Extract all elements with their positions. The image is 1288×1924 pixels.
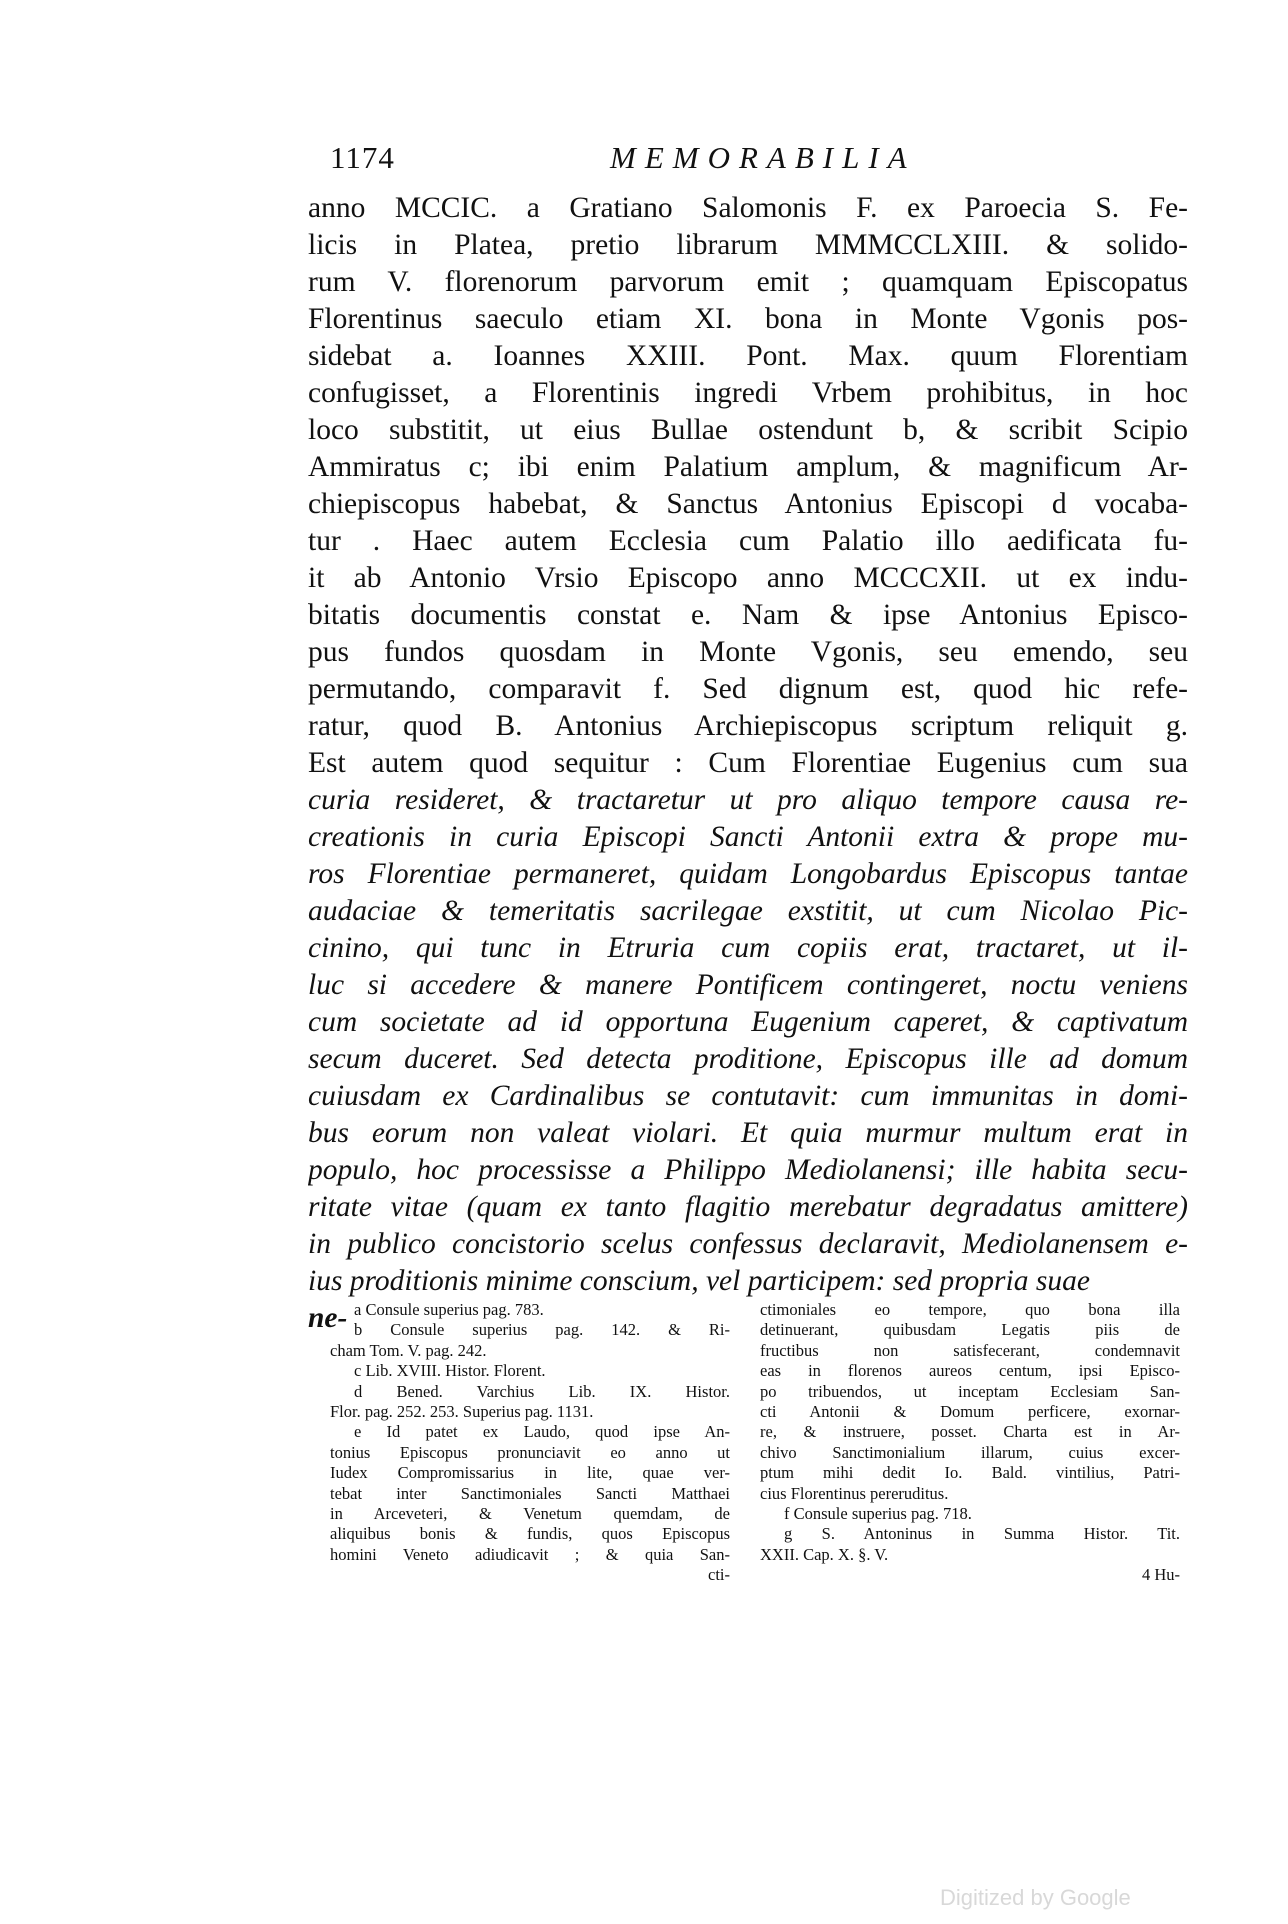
- text-line: creationis in curia Episcopi Sancti Antonii extra & prope mu-: [308, 821, 1188, 853]
- text-line: licis in Platea, pretio librarum MMMCCLXIII. & solido-: [308, 229, 1188, 261]
- text-line: Ammiratus c; ibi enim Palatium amplum, & magnificum Ar-: [308, 451, 1188, 483]
- footnote-line: cius Florentinus pereruditus.: [760, 1483, 949, 1503]
- text-line: curia resideret, & tractaretur ut pro aliquo tempore causa re-: [308, 784, 1188, 816]
- text-line: chiepiscopus habebat, & Sanctus Antonius Episcopi d vocaba-: [308, 488, 1188, 520]
- text-line: bitatis documentis constat e. Nam & ipse Antonius Episco-: [308, 599, 1188, 631]
- page-number: 1174: [330, 140, 395, 175]
- footnote-line: ctimoniales eo tempore, quo bona illa: [760, 1300, 1180, 1319]
- text-line: cinino, qui tunc in Etruria cum copiis erat, tractaret, ut il-: [308, 932, 1188, 964]
- running-title: MEMORABILIA: [610, 140, 916, 175]
- footnote-line: eas in florenos aureos centum, ipsi Episco-: [760, 1361, 1180, 1381]
- footnote-line: cham Tom. V. pag. 242.: [330, 1340, 487, 1360]
- footnote-line: tebat inter Sanctimoniales Sancti Matthaei: [330, 1483, 730, 1503]
- text-line: ratur, quod B. Antonius Archiepiscopus scriptum reliquit g.: [308, 710, 1188, 742]
- footnote-line: in Arceveteri, & Venetum quemdam, de: [330, 1503, 730, 1523]
- footnote-line: f Consule superius pag. 718.: [784, 1503, 972, 1523]
- footnote-line: a Consule superius pag. 783.: [354, 1300, 544, 1319]
- text-line: ros Florentiae permaneret, quidam Longobardus Episcopus tantae: [308, 858, 1188, 890]
- text-line: sidebat a. Ioannes XXIII. Pont. Max. quum Florentiam: [308, 340, 1188, 372]
- footnote-line: 4 Hu-: [1141, 1565, 1180, 1585]
- text-line: anno MCCIC. a Gratiano Salomonis F. ex Paroecia S. Fe-: [308, 192, 1188, 224]
- text-line: cuiusdam ex Cardinalibus se contutavit: cum immunitas in domi-: [308, 1080, 1188, 1112]
- watermark: Digitized by Google: [940, 1885, 1131, 1910]
- text-line: ius proditionis minime conscium, vel participem: sed propria suae: [308, 1265, 1090, 1297]
- text-line: populo, hoc processisse a Philippo Mediolanensi; ille habita secu-: [308, 1154, 1188, 1186]
- footnotes-right-column: [760, 1300, 1180, 1585]
- text-line: luc si accedere & manere Pontificem contingeret, noctu veniens: [308, 969, 1188, 1001]
- text-line: Est autem quod sequitur : Cum Florentiae Eugenius cum sua: [308, 747, 1188, 779]
- footnote-line: re, & instruere, posset. Charta est in Ar-: [760, 1422, 1180, 1442]
- footnote-line: Iudex Compromissarius in lite, quae ver-: [330, 1463, 730, 1483]
- text-line: bus eorum non valeat violari. Et quia murmur multum erat in: [308, 1117, 1188, 1149]
- text-line: loco substitit, ut eius Bullae ostendunt b, & scribit Scipio: [308, 414, 1188, 446]
- text-line: it ab Antonio Vrsio Episcopo anno MCCCXII. ut ex indu-: [308, 562, 1188, 594]
- footnote-line: homini Veneto adiudicavit ; & quia San-: [330, 1544, 730, 1564]
- text-line: pus fundos quosdam in Monte Vgonis, seu emendo, seu: [308, 636, 1188, 668]
- footnote-line: aliquibus bonis & fundis, quos Episcopus: [330, 1524, 730, 1544]
- main-text-block: [308, 190, 1188, 1337]
- footnote-line: ptum mihi dedit Io. Bald. vintilius, Patri-: [760, 1463, 1180, 1483]
- text-line: audaciae & temeritatis sacrilegae exstitit, ut cum Nicolao Pic-: [308, 895, 1188, 927]
- text-line: permutando, comparavit f. Sed dignum est, quod hic refe-: [308, 673, 1188, 705]
- footnote-line: b Consule superius pag. 142. & Ri-: [354, 1320, 730, 1340]
- footnotes-left-column: [330, 1300, 730, 1585]
- catchword: ne-: [308, 1302, 348, 1334]
- footnote-line: g S. Antoninus in Summa Histor. Tit.: [784, 1524, 1180, 1544]
- footnote-line: po tribuendos, ut inceptam Ecclesiam San-: [760, 1381, 1180, 1401]
- text-line: cum societate ad id opportuna Eugenium caperet, & captivatum: [308, 1006, 1188, 1038]
- footnote-line: cti-: [708, 1565, 730, 1585]
- text-line: confugisset, a Florentinis ingredi Vrbem prohibitus, in hoc: [308, 377, 1188, 409]
- text-line: in publico concistorio scelus confessus declaravit, Mediolanensem e-: [308, 1228, 1188, 1260]
- page-header: [330, 140, 1150, 182]
- footnote-line: XXII. Cap. X. §. V.: [760, 1544, 889, 1564]
- footnote-line: e Id patet ex Laudo, quod ipse An-: [354, 1422, 730, 1442]
- text-line: rum V. florenorum parvorum emit ; quamquam Episcopatus: [308, 266, 1188, 298]
- text-line: tur . Haec autem Ecclesia cum Palatio illo aedificata fu-: [308, 525, 1188, 557]
- text-line: Florentinus saeculo etiam XI. bona in Monte Vgonis pos-: [308, 303, 1188, 335]
- footnote-line: Flor. pag. 252. 253. Superius pag. 1131.: [330, 1401, 594, 1421]
- footnote-line: tonius Episcopus pronunciavit eo anno ut: [330, 1442, 730, 1462]
- text-line: ritate vitae (quam ex tanto flagitio merebatur degradatus amittere): [308, 1191, 1188, 1223]
- text-line: secum duceret. Sed detecta proditione, Episcopus ille ad domum: [308, 1043, 1188, 1075]
- footnote-line: fructibus non satisfecerant, condemnavit: [760, 1340, 1180, 1360]
- footnote-line: d Bened. Varchius Lib. IX. Histor.: [354, 1381, 730, 1401]
- footnote-line: detinuerant, quibusdam Legatis piis de: [760, 1320, 1180, 1340]
- footnote-line: chivo Sanctimonialium illarum, cuius excer-: [760, 1442, 1180, 1462]
- footnote-line: cti Antonii & Domum perficere, exornar-: [760, 1401, 1180, 1421]
- footnote-line: c Lib. XVIII. Histor. Florent.: [354, 1361, 546, 1381]
